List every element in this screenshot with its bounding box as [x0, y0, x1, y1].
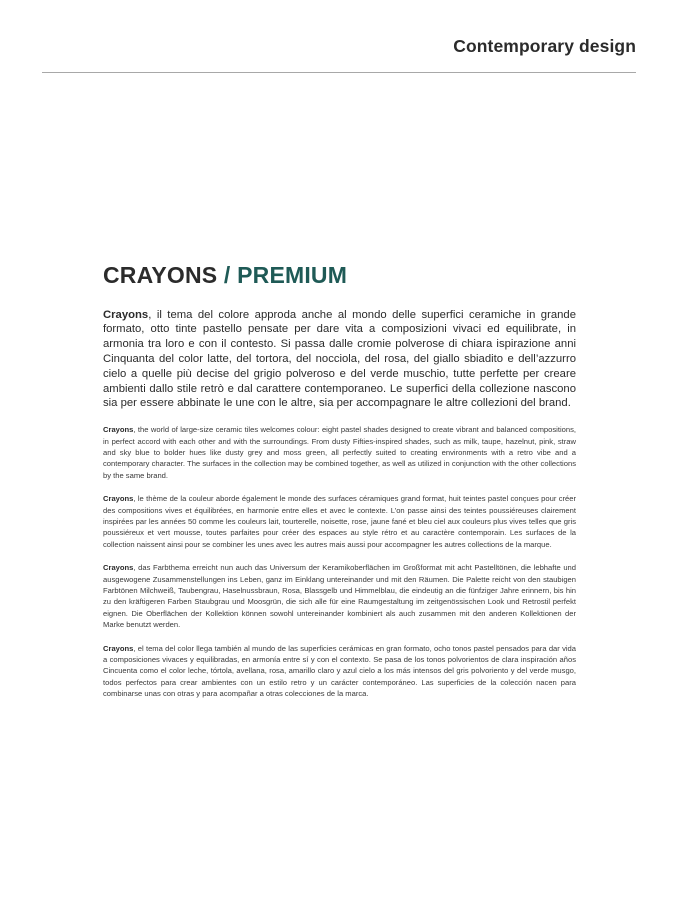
brand-name: Crayons [103, 643, 134, 653]
brand-name: Crayons [103, 563, 134, 573]
description-text: , the world of large-size ceramic tiles welcomes colour: eight pastel shades designed to create vibrant and balanced compositions, in perfect accord with each other and with the surroundings. From dusty Fifties-inspired shades, such as milk, taupe, hazelnut, pink, straw and sky blue to bolder hues like dusty grey and moss green, all perfectly suited to creating environments with a retro vibe and a contemporary character. The surfaces in the collection may be combined together, as well as utilized in conjunction with the other collections by the same brand. [103, 425, 576, 480]
collection-line: PREMIUM [237, 262, 348, 288]
description-text: , il tema del colore approda anche al mondo delle superfici ceramiche in grande formato, otto tinte pastello pensate per dare vita a composizioni vivaci ed equilibrate, in armonia tra loro e con il contesto. Si passa dalle cromie polverose di chiara ispirazione anni Cinquanta del color latte, del tortora, del nocciola, del rosa, del giallo sbiadito e dell’azzurro cielo a quelle più decise del grigio polveroso e del verde muschio, tutte perfette per creare ambienti dallo stile retrò e dal carattere contemporaneo. Le superfici della collezione nascono sia per essere abbinate le une con le altre, sia per accompagnare le altre collezioni del brand. [103, 308, 576, 410]
title-separator: / [217, 262, 238, 288]
collection-title [103, 262, 576, 290]
description-german [103, 562, 576, 630]
description-text: , le thème de la couleur aborde également le monde des surfaces céramiques grand format, huit teintes pastel conçues pour créer des compositions vives et équilibrées, en harmonie entre elles et avec le contexte. L’on passe ainsi des teintes poussiéreuses clairement inspirées par les années 50 comme les couleurs lait, tourterelle, noisette, rose, jaune fané et bleu ciel aux couleurs plus vives telles que gris poussiéreux et vert mousse, toutes parfaites pour créer des espaces au style rétro et au caractère contemporain. Les surfaces de la collection naissent ainsi pour se combiner les unes avec les autres mais aussi pour accompagner les autres collections de la marque. [103, 494, 576, 549]
description-english [103, 424, 576, 481]
main-content [103, 262, 576, 712]
header-divider [42, 72, 636, 73]
section-title: Contemporary design [453, 36, 636, 56]
description-french [103, 493, 576, 550]
description-spanish [103, 643, 576, 700]
collection-name: CRAYONS [103, 262, 218, 288]
brand-name: Crayons [103, 494, 134, 504]
brand-name: Crayons [103, 308, 149, 321]
description-text: , das Farbthema erreicht nun auch das Universum der Keramikoberflächen im Großformat mit acht Pastelltönen, die lebhafte und ausgewogene Zusammenstellungen ins Leben, ganz im Einklang untereinander und mit den Räumen. Die Palette reicht von den staubigen Farbtönen Milchweiß, Taubengrau, Haselnussbraun, Rosa, Blassgelb und Himmelblau, die eindeutig an die fünfziger Jahre erinnern, bis hin zu den kräftigeren Farben Staubgrau und Moosgrün, die sich alle für eine Raumgestaltung im zeitgenössischen Look und Retrostil perfekt eignen. Die Oberflächen der Kollektion können sowohl untereinander kombiniert als auch zusammen mit den anderen Kollektionen der Marke benutzt werden. [103, 563, 576, 630]
description-italian [103, 308, 576, 412]
brand-name: Crayons [103, 425, 134, 435]
description-text: , el tema del color llega también al mundo de las superficies cerámicas en gran formato, ocho tonos pastel pensados para dar vida a composiciones vivaces y equilibradas, en armonía entre sí y con el contexto. Se pasa de los tonos polvorientos de clara inspiración años Cincuenta como el color leche, tórtola, avellana, rosa, amarillo claro y azul cielo a los más intensos del gris polvoriento y del verde musgo, todos perfectos para crear ambientes con un estilo retro y un carácter contemporáneo. Las superficies de la colección nacen para combinarse unas con otras y para acompañar a otras colecciones de la marca. [103, 643, 576, 699]
